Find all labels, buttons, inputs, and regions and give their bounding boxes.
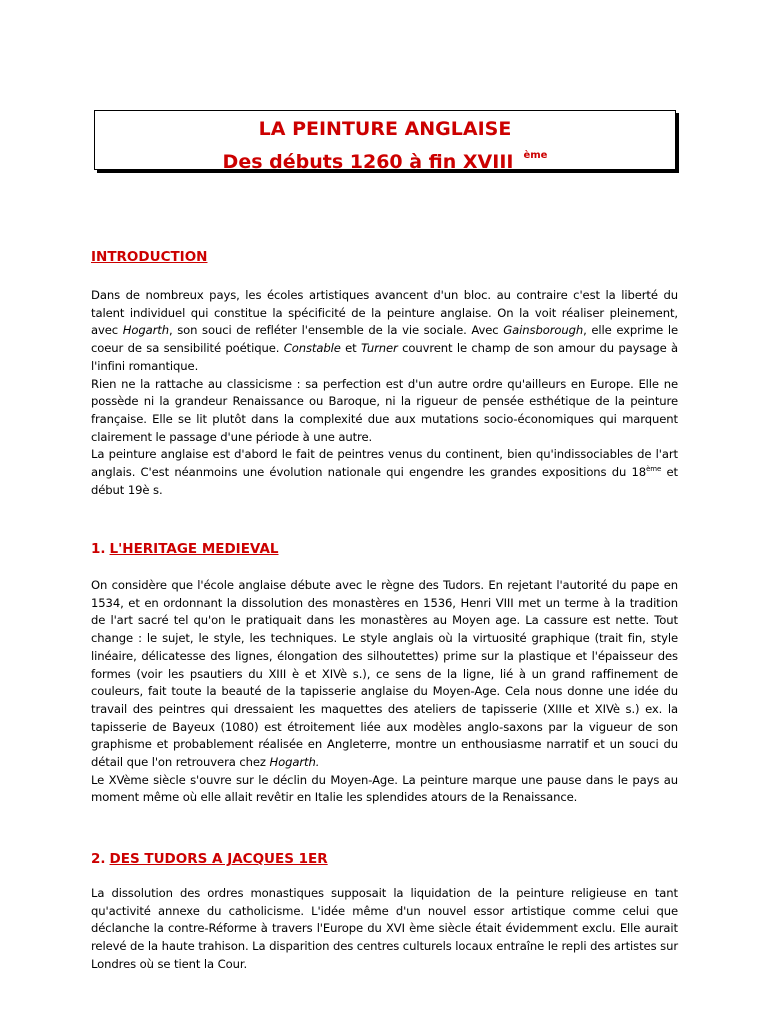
s1-paragraph-1: On considère que l'école anglaise débute avec le règne des Tudors. En rejetant l'autorité du pape en 1534, et en ordonnant la dissolution des monastères en 1536, Henri VIII met un terme à la tradition de l'art sacré tel qu'on le pratiquait dans les monastères au Moyen age. La cassure est nette. Tout change : le sujet, le style, les techniques. Le style anglais où la virtuosité graphique (trait fin, style linéaire, délicatesse des lignes, élongation des silhoutettes) prime sur la plastique et l'épaisseur des formes (voir les psautiers du XIII è et XIVè s.), ce sens de la ligne, lié à un grand raffinement de couleurs, fait toute la beauté de la tapisserie anglaise du Moyen-Age. Cela nous donne une idée du travail des peintres qui dressaient les maquettes des ateliers de tapisserie (XIIIe et XIVè s.) ex. la tapisserie de Bayeux (1080) est étroitement liée aux modèles anglo-saxons par la vigueur de son graphisme et probablement réalisée en Angleterre, montre un enthousiasme narratif et un souci du détail que l'on retrouvera chez Hogarth. <box>91 578 678 770</box>
subtitle-superscript: ème <box>523 150 548 161</box>
title-box <box>94 110 676 173</box>
section-title: DES TUDORS A JACQUES 1ER <box>109 851 328 867</box>
document-subtitle <box>95 144 675 174</box>
heading-introduction: INTRODUCTION <box>91 249 208 265</box>
section-title: L'HERITAGE MEDIEVAL <box>109 541 279 557</box>
artist-name: Turner <box>361 341 398 356</box>
heading-section-1 <box>91 540 279 558</box>
subtitle-text: Des débuts 1260 à fin XVIII <box>222 151 514 173</box>
artist-name: Hogarth. <box>269 755 320 770</box>
intro-paragraph-3: La peinture anglaise est d'abord le fait de peintres venus du continent, bien qu'indissociables de l'art anglais. C'est néanmoins une évolution nationale qui engendre les grandes expositions du 18ème et début 19è s. <box>91 447 678 497</box>
introduction-text <box>91 287 678 499</box>
intro-paragraph-2: Rien ne la rattache au classicisme : sa perfection est d'un autre ordre qu'ailleurs en Europe. Elle ne possède ni la grandeur Renaissance ou Baroque, ni la rigueur de pensée esthétique de la peinture française. Elle se lit plutôt dans la complexité due aux mutations socio-économiques qui marquent clairement le passage d'une période à une autre. <box>91 376 678 444</box>
section-number: 2. <box>91 851 106 867</box>
s1-paragraph-2: Le XVème siècle s'ouvre sur le déclin du Moyen-Age. La peinture marque une pause dans le pays au moment même où elle allait revêtir en Italie les splendides atours de la Renaissance. <box>91 772 678 805</box>
artist-name: Gainsborough <box>503 323 584 338</box>
section-number: 1. <box>91 541 106 557</box>
artist-name: Constable <box>283 341 341 356</box>
section-1-text <box>91 577 678 807</box>
s2-paragraph-1: La dissolution des ordres monastiques supposait la liquidation de la peinture religieuse en tant qu'activité annexe du catholicisme. L'idée même d'un nouvel essor artistique comme celui que déclanche la contre-Réforme à travers l'Europe du XVI ème siècle était évidemment exclu. Elle aurait relevé de la haute trahison. La disparition des centres culturels locaux entraîne le repli des artistes sur Londres où se tient la Cour. <box>91 886 678 971</box>
artist-name: Hogarth <box>122 323 169 338</box>
heading-section-2 <box>91 850 328 868</box>
section-2-text <box>91 885 678 974</box>
document-title: LA PEINTURE ANGLAISE <box>258 118 512 140</box>
intro-paragraph-1: Dans de nombreux pays, les écoles artistiques avancent d'un bloc. au contraire c'est la liberté du talent individuel qui constitue la spécificité de la peinture anglaise. On la voit réaliser pleinement, avec Hogarth, son souci de refléter l'ensemble de la vie sociale. Avec Gainsborough, elle exprime le coeur de sa sensibilité poétique. Constable et Turner couvrent le champ de son amour du paysage à l'infini romantique. <box>91 288 679 373</box>
